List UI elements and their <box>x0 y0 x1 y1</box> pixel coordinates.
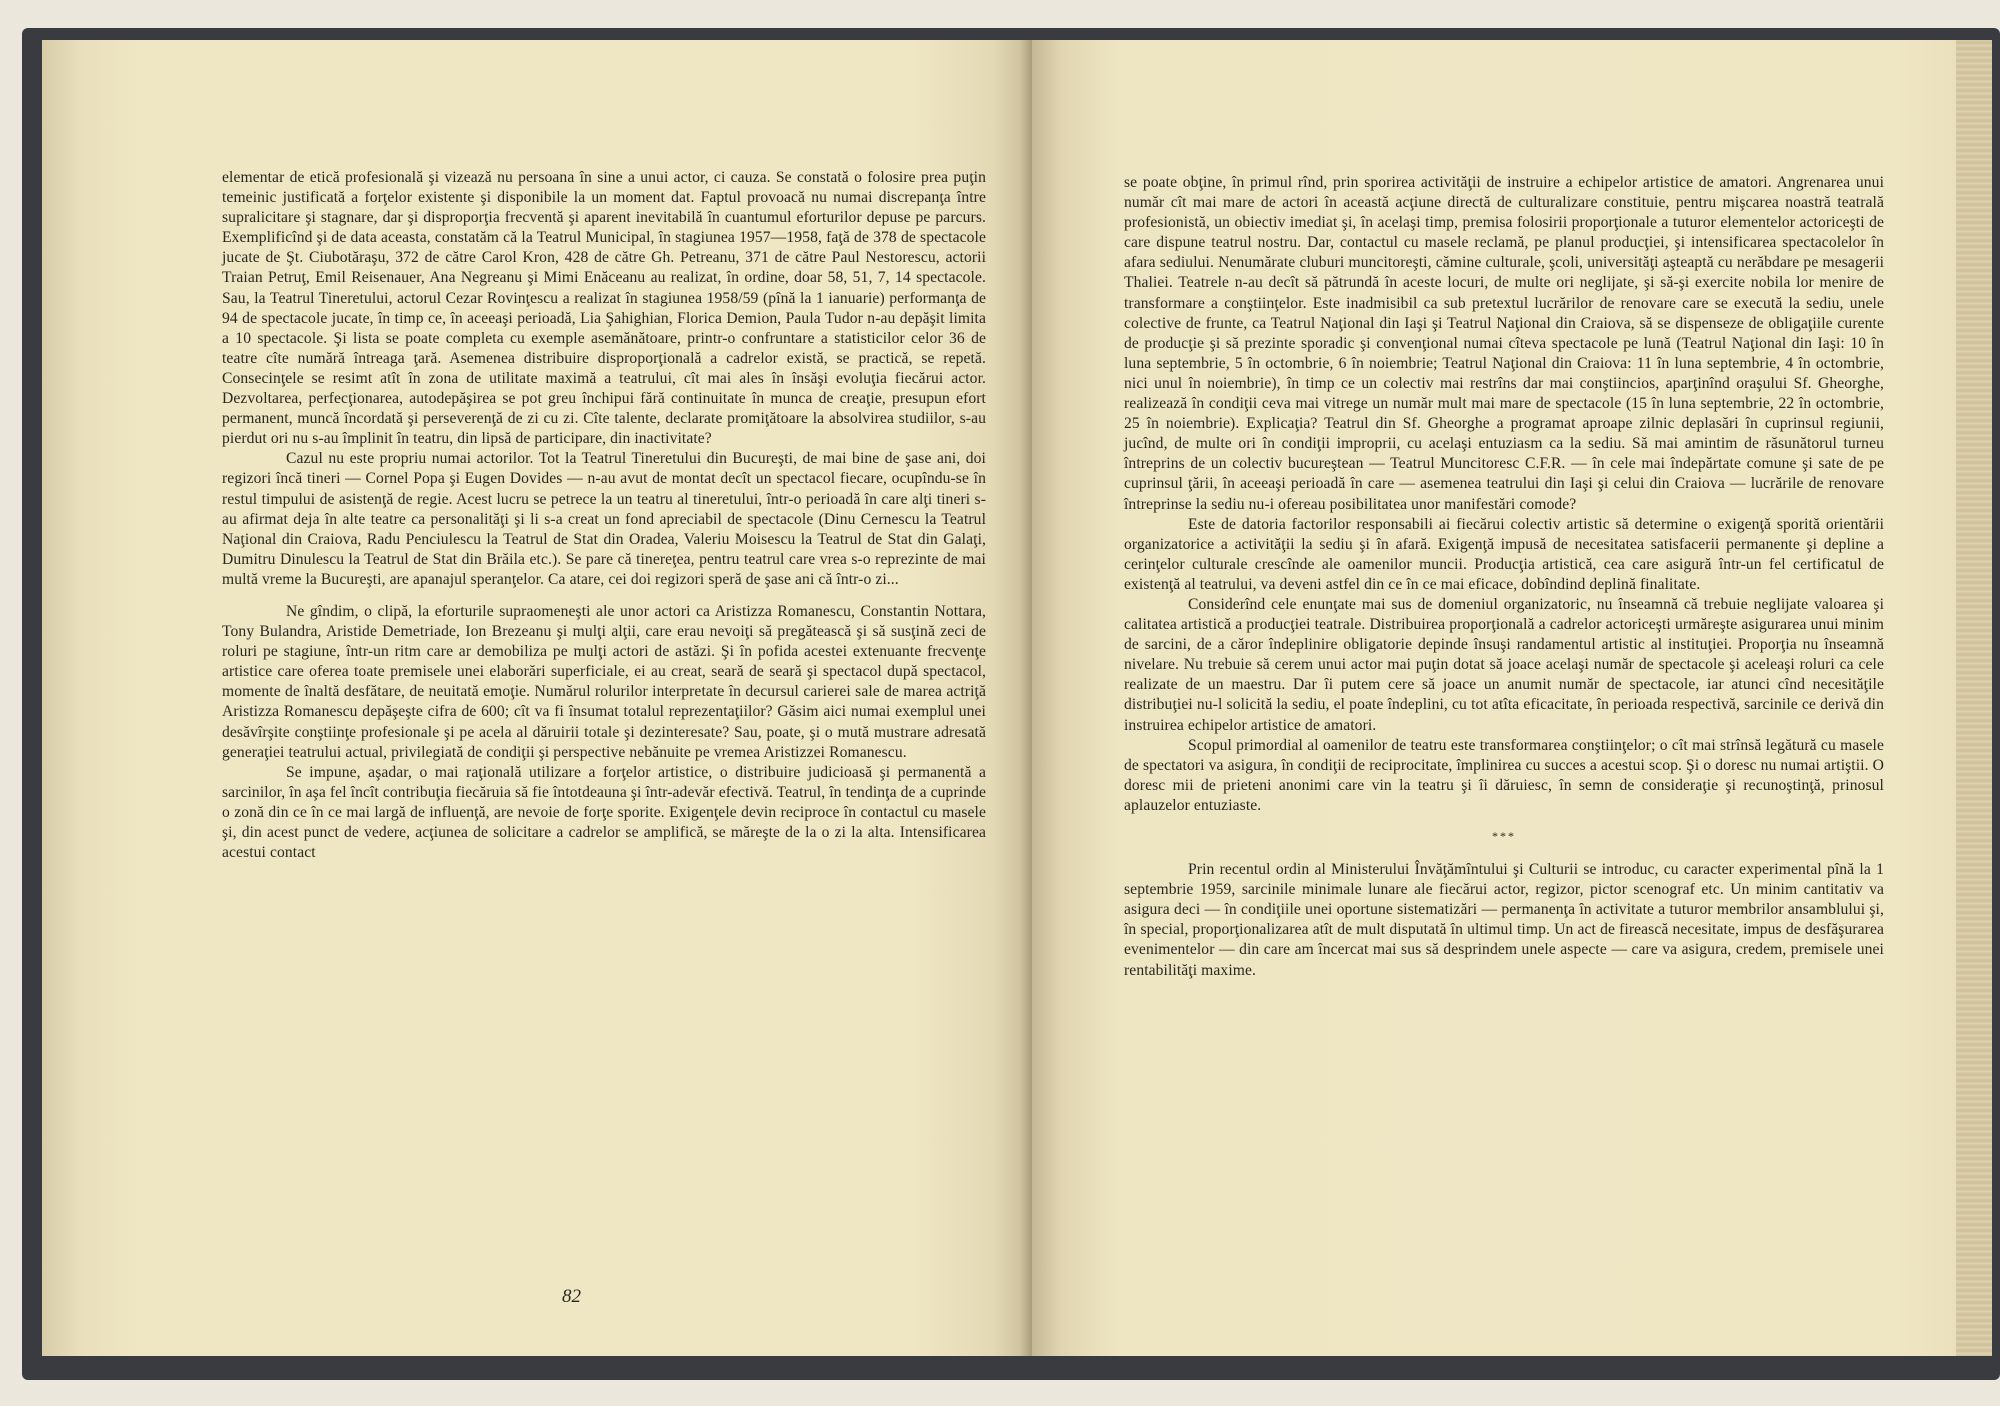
paragraph: Se impune, aşadar, o mai raţională utilizare a forţelor artistice, o distribuire judicioasă şi permanentă a sarcinilor, în aşa fel încît contribuţia fiecăruia să fie întotdeauna şi într-adevăr efectivă. Teatrul, în tendinţa de a cuprinde o zonă din ce în ce mai largă de influenţă, are nevoie de forţe sporite. Exigenţele devin reciproce în contactul cu masele şi, din acest punct de vedere, acţiunea de solicitare a cadrelor se amplifică, se măreşte de la o zi la alta. Intensificarea acestui contact <box>222 763 986 862</box>
section-separator: *** <box>1492 829 1516 843</box>
paragraph: se poate obţine, în primul rînd, prin sporirea activităţii de instruire a echipelor artistice de amatori. Angrenarea unui număr cît mai mare de actori în această acţiune directă de culturalizare constituie, pentru mişcarea noastră teatrală profesionistă, un obiectiv imediat şi, în acelaşi timp, premisa folosirii proporţionale a tuturor elementelor actoriceşti de care dispune teatrul nostru. Dar, contactul cu masele reclamă, pe planul producţiei, şi intensificarea spectacolelor în afara sediului. Nenumărate cluburi muncitoreşti, cămine culturale, şcoli, universităţi aşteaptă cu nerăbdare pe mesagerii Thaliei. Teatrele n-au decît să pătrundă în aceste locuri, de multe ori neglijate, şi să-şi exercite nobila lor menire de transformare a conştiinţelor. Este inadmisibil ca sub pretextul lucrărilor de renovare care se execută la sediu, unele colective de frunte, ca Teatrul Naţional din Iaşi şi Teatrul Naţional din Craiova, să se dispenseze de obligaţiile curente de producţie şi să prezinte sporadic şi convenţional numai cîteva spectacole pe lună (Teatrul Naţional din Iaşi: 10 în luna septembrie, 5 în octombrie, 6 în noiembrie; Teatrul Naţional din Craiova: 11 în luna septembrie, 4 în octombrie, nici unul în noiembrie), în timp ce un colectiv mai restrîns dar mai conştiincios, aparţinînd oraşului Sf. Gheorghe, realizează în condiţii ceva mai vitrege un număr mult mai mare de spectacole (15 în luna septembrie, 22 în octombrie, 25 în noiembrie). Explicaţia? Teatrul din Sf. Gheorghe a programat aproape zilnic deplasări în cuprinsul regiunii, jucînd, de multe ori în condiţii improprii, cu acelaşi entuziasm ca la sediu. Să mai amintim de răsunătorul turneu întreprins de un colectiv bucureştean — Teatrul Muncitoresc C.F.R. — în cele mai îndepărtate comune şi sate de pe cuprinsul ţării, în aceeaşi perioadă în care — asemenea teatrului din Iaşi şi celui din Craiova — lucrările de renovare întreprinse la sediu nu-i ofereau posibilitatea unor manifestări comode? <box>1124 174 1884 513</box>
paragraph: Scopul primordial al oamenilor de teatru este transformarea conştiinţelor; o cît mai strînsă legătură cu masele de spectatori va asigura, în condiţii de reciprocitate, împlinirea cu succes a acestui scop. Şi o doresc nu numai artiştii. O doresc mii de prieteni anonimi care vin la teatru şi îi dăruiesc, în semn de consideraţie şi recunoştinţă, prinosul aplauzelor entuziaste. <box>1124 736 1884 814</box>
paragraph: Prin recentul ordin al Ministerului Învăţămîntului şi Culturii se introduc, cu caracter experimental pînă la 1 septembrie 1959, sarcinile minimale lunare ale fiecărui actor, regizor, pictor scenograf etc. Un minim cantitativ va asigura deci — în condiţiile unei oportune sistematizări — permanenţa în activitate a tuturor membrilor ansamblului şi, în special, proporţionalizarea atît de mult disputată în ultimul timp. Un act de firească necesitate, impus de desfăşurarea evenimentelor — din care am încercat mai sus să desprindem unele aspecte — care va asigura, credem, premisele unei rentabilităţi maxime. <box>1124 861 1884 979</box>
left-page-text <box>222 168 986 863</box>
page-edges <box>1956 40 1992 1356</box>
right-page-text <box>1124 173 1884 981</box>
page-number: 82 <box>562 1286 581 1307</box>
paragraph: Considerînd cele enunţate mai sus de domeniul organizatoric, nu înseamnă că trebuie neglijate valoarea şi calitatea artistică a producţiei teatrale. Distribuirea proporţională a cadrelor actoriceşti urmăreşte asigurarea unui minim de sarcini, de a căror îndeplinire obligatorie depinde însuşi randamentul artistic al instituţiei. Proporţia nu înseamnă nivelare. Nu trebuie să cerem unui actor mai puţin dotat să joace acelaşi număr de spectacole şi aceleaşi roluri ca cele realizate de un maestru. Dar îi putem cere să joace un anumit număr de spectacole, iar atunci cînd necesităţile distribuţiei nu-l solicită la sediu, el poate îndeplini, cu tot atîta eficacitate, în perioada respectivă, sarcinile ce derivă din instruirea echipelor artistice de amatori. <box>1124 595 1884 734</box>
paragraph: Este de datoria factorilor responsabili ai fiecărui colectiv artistic să determine o exigenţă sporită orientării organizatorice a activităţii la sediu şi în afară. Exigenţă impusă de necesitatea satisfacerii permanente şi depline a cerinţelor culturale crescînde ale oamenilor muncii. Producţia artistică, cea care asigură într-un fel certificatul de existenţă al teatrului, va deveni astfel din ce în ce mai eficace, dobîndind deplină finalitate. <box>1124 515 1884 593</box>
left-page <box>42 40 1032 1356</box>
paragraph: elementar de etică profesională şi vizează nu persoana în sine a unui actor, ci cauza. Se constată o folosire prea puţin temeinic justificată a forţelor existente şi disponibile la un moment dat. Faptul provoacă nu numai discrepanţa între supralicitare şi stagnare, dar şi disproporţia frecventă şi aparent inevitabilă în cuantumul eforturilor depuse pe parcurs. Exemplificînd şi de data aceasta, constatăm că la Teatrul Municipal, în stagiunea 1957—1958, faţă de 378 de spectacole jucate de Şt. Ciubotăraşu, 372 de către Carol Kron, 428 de către Gh. Petreanu, 371 de către Paul Nestorescu, actorii Traian Petruţ, Emil Reisenauer, Ana Negreanu şi Mimi Enăceanu au realizat, în ordine, doar 58, 51, 7, 14 spectacole. Sau, la Teatrul Tineretului, actorul Cezar Rovinţescu a realizat în stagiunea 1958/59 (pînă la 1 ianuarie) performanţa de 94 de spectacole jucate, în timp ce, în aceeaşi perioadă, Lia Şahighian, Florica Demion, Paula Tudor n-au depăşit limita a 10 spectacole. Şi lista se poate completa cu exemple asemănătoare, printr-o confruntare a statisticilor celor 36 de teatre cîte numără întreaga ţară. Asemenea distribuire disproporţională a cadrelor există, se practică, se repetă. Consecinţele se resimt atît în zona de utilitate maximă a teatrului, cît mai ales în însăşi evoluţia fiecărui actor. Dezvoltarea, perfecţionarea, autodepăşirea se pot greu închipui fără continuitate în munca de creaţie, presupun efort permanent, muncă încordată şi perseverenţă de zi cu zi. Cîte talente, declarate promiţătoare la absolvirea studiilor, s-au pierdut ori nu s-au împlinit în teatru, din lipsă de participare, din inactivitate? <box>222 169 986 448</box>
paragraph: Cazul nu este propriu numai actorilor. Tot la Teatrul Tineretului din Bucureşti, de mai bine de şase ani, doi regizori încă tineri — Cornel Popa şi Eugen Dovides — n-au avut de montat decît un spectacol fiecare, ocupîndu-se în restul timpului de asistenţă de regie. Acest lucru se petrece la un teatru al tineretului, într-o perioadă în care alţi tineri s-au afirmat deja în alte teatre ca personalităţi şi li s-a creat un fond apreciabil de spectacole (Dinu Cernescu la Teatrul Naţional din Craiova, Radu Penciulescu la Teatrul de Stat din Oradea, Valeriu Moisescu la Teatrul de Stat din Galaţi, Dumitru Dinulescu la Teatrul de Stat din Brăila etc.). Se pare că tinereţea, pentru teatrul care vrea s-o reprezinte de mai multă vreme la Bucureşti, are apanajul speranţelor. Ca atare, cei doi regizori speră de şase ani că într-o zi... <box>222 450 986 588</box>
paragraph: Ne gîndim, o clipă, la eforturile supraomeneşti ale unor actori ca Aristizza Romanescu, Constantin Nottara, Tony Bulandra, Aristide Demetriade, Ion Brezeanu şi mulţi alţii, care erau nevoiţi să pregătească şi să susţină zeci de roluri pe stagiune, într-un ritm care ar demobiliza pe mulţi actori de astăzi. Şi în pofida acestei extenuante frecvenţe artistice care oferea toate premisele unei elaborări superficiale, ei au creat, seară de seară şi spectacol după spectacol, momente de înaltă desfătare, de neuitată emoţie. Numărul rolurilor interpretate în decursul carierei sale de marea actriţă Aristizza Romanescu depăşeşte cifra de 600; cît va fi însumat totalul reprezentaţiilor? Găsim aici numai exemplul unei desăvîrşite conştiinţe profesionale şi pe acela al dăruirii totale şi dezinteresate? Sau, poate, şi o mută mustrare adresată generaţiei teatrului actual, privilegiată de condiţii şi perspective nebănuite pe vremea Aristizzei Romanescu. <box>222 602 986 761</box>
right-page <box>1032 40 1990 1356</box>
